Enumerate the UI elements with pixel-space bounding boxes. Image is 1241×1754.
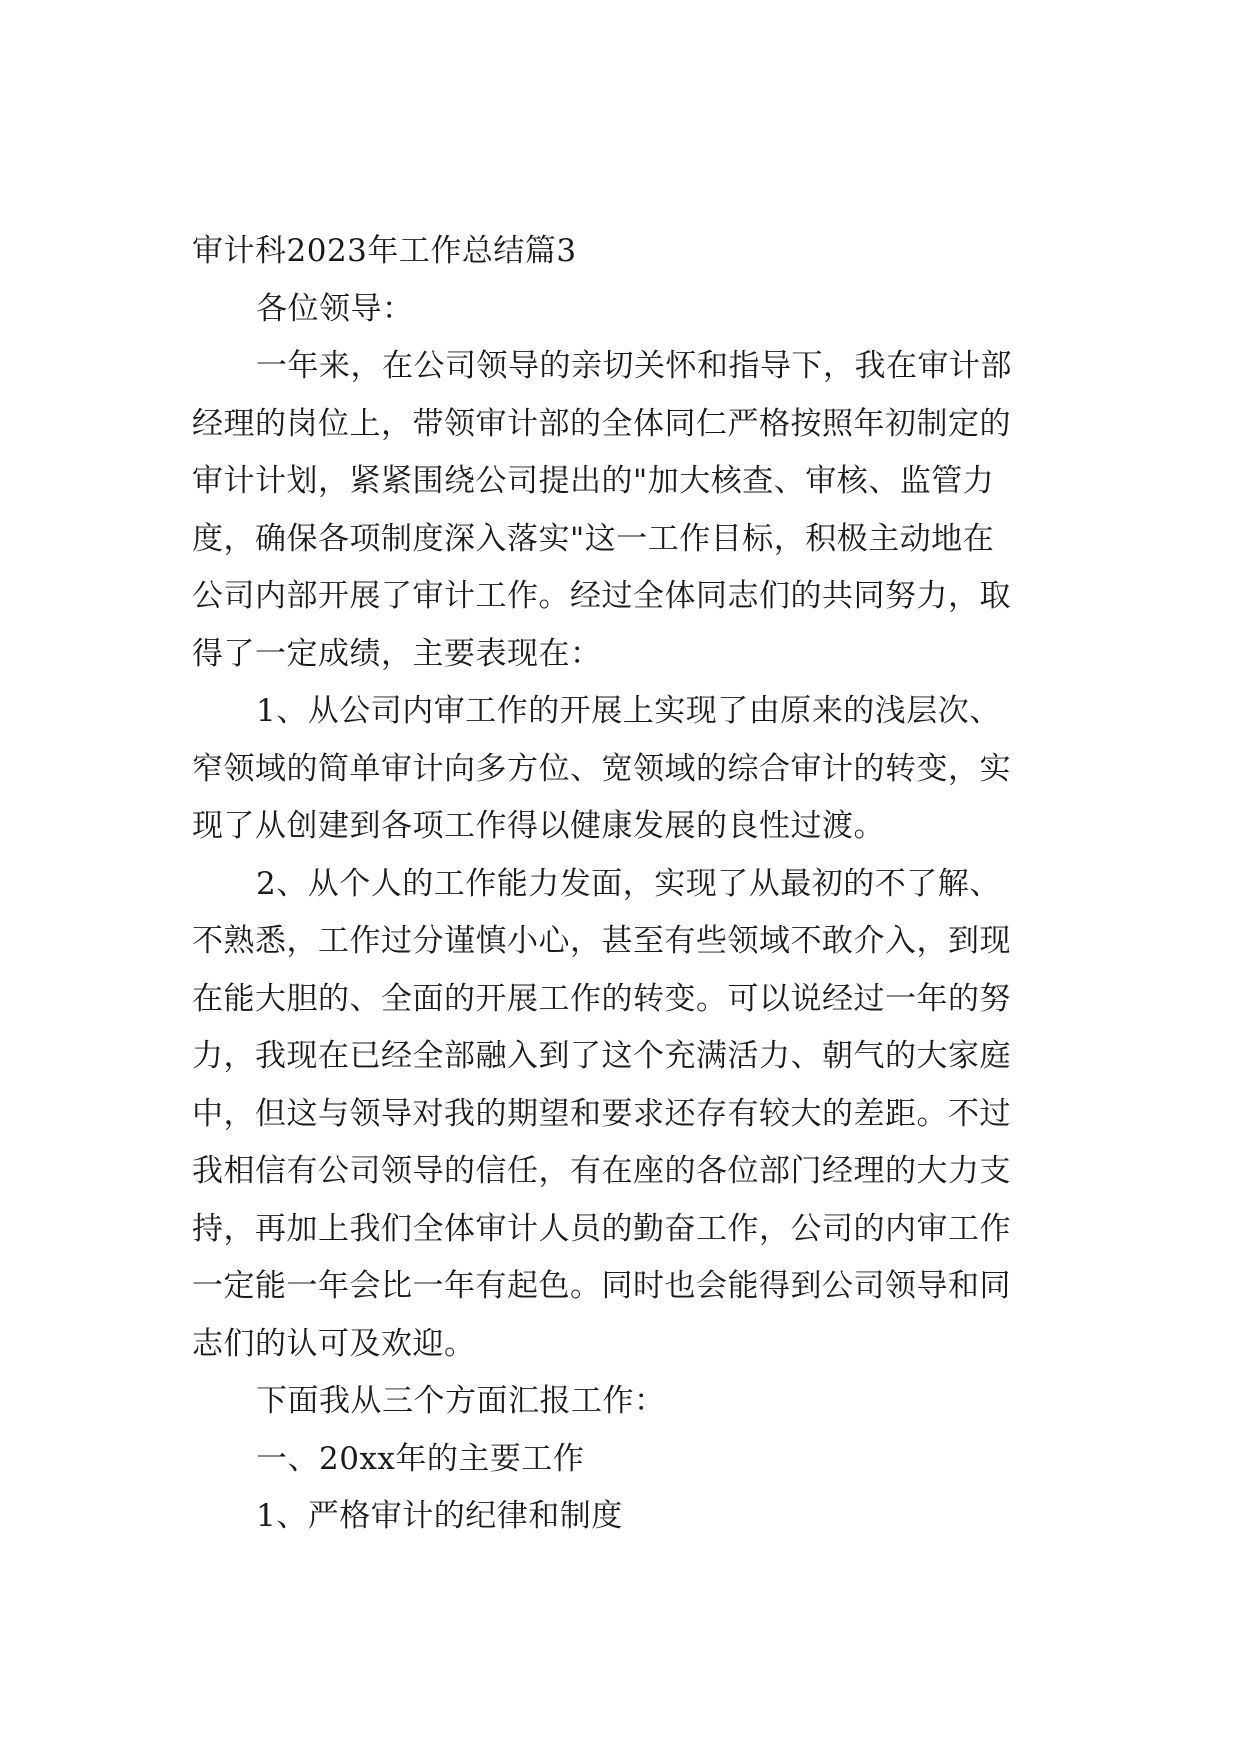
text-line: 现了从创建到各项工作得以健康发展的良性过渡。 xyxy=(192,808,885,844)
text-line: 志们的认可及欢迎。 xyxy=(192,1325,476,1362)
text-line: 度，确保各项制度深入落实"这一工作目标，积极主动地在 xyxy=(192,520,995,557)
text-line: 在能大胆的、全面的开展工作的转变。可以说经过一年的努 xyxy=(192,980,1011,1017)
document-lines xyxy=(192,281,1062,1546)
text-line: 一定能一年会比一年有起色。同时也会能得到公司领导和同 xyxy=(192,1268,1011,1304)
text-line: 一年来，在公司领导的亲切关怀和指导下，我在审计部 xyxy=(256,348,1012,384)
text-line: 1、从公司内审工作的开展上实现了由原来的浅层次、 xyxy=(256,693,1001,729)
text-line: 我相信有公司领导的信任，有在座的各位部门经理的大力支 xyxy=(192,1153,1011,1189)
text-line: 中，但这与领导对我的期望和要求还存有较大的差距。不过 xyxy=(192,1095,1011,1132)
text-line: 持，再加上我们全体审计人员的勤奋工作，公司的内审工作 xyxy=(192,1210,1011,1247)
text-line: 2、从个人的工作能力发面，实现了从最初的不了解、 xyxy=(256,865,1001,902)
text-line: 审计计划，紧紧围绕公司提出的"加大核查、审核、监管力 xyxy=(192,463,995,499)
text-line: 下面我从三个方面汇报工作： xyxy=(256,1383,666,1419)
text-line: 窄领域的简单审计向多方位、宽领域的综合审计的转变，实 xyxy=(192,750,1011,787)
document-title: 审计科2023年工作总结篇3 xyxy=(192,233,577,269)
text-line: 得了一定成绩，主要表现在： xyxy=(192,635,602,672)
text-line: 一、20xx年的主要工作 xyxy=(256,1440,585,1477)
text-line: 各位领导： xyxy=(256,290,414,327)
text-line: 1、严格审计的纪律和制度 xyxy=(256,1498,623,1534)
document-body xyxy=(192,223,1062,1546)
text-line: 不熟悉，工作过分谨慎小心，甚至有些领域不敢介入，到现 xyxy=(192,923,1011,959)
text-line: 公司内部开展了审计工作。经过全体同志们的共同努力，取 xyxy=(192,578,1011,614)
text-line: 经理的岗位上，带领审计部的全体同仁严格按照年初制定的 xyxy=(192,405,1011,442)
text-line: 力，我现在已经全部融入到了这个充满活力、朝气的大家庭 xyxy=(192,1038,1011,1074)
